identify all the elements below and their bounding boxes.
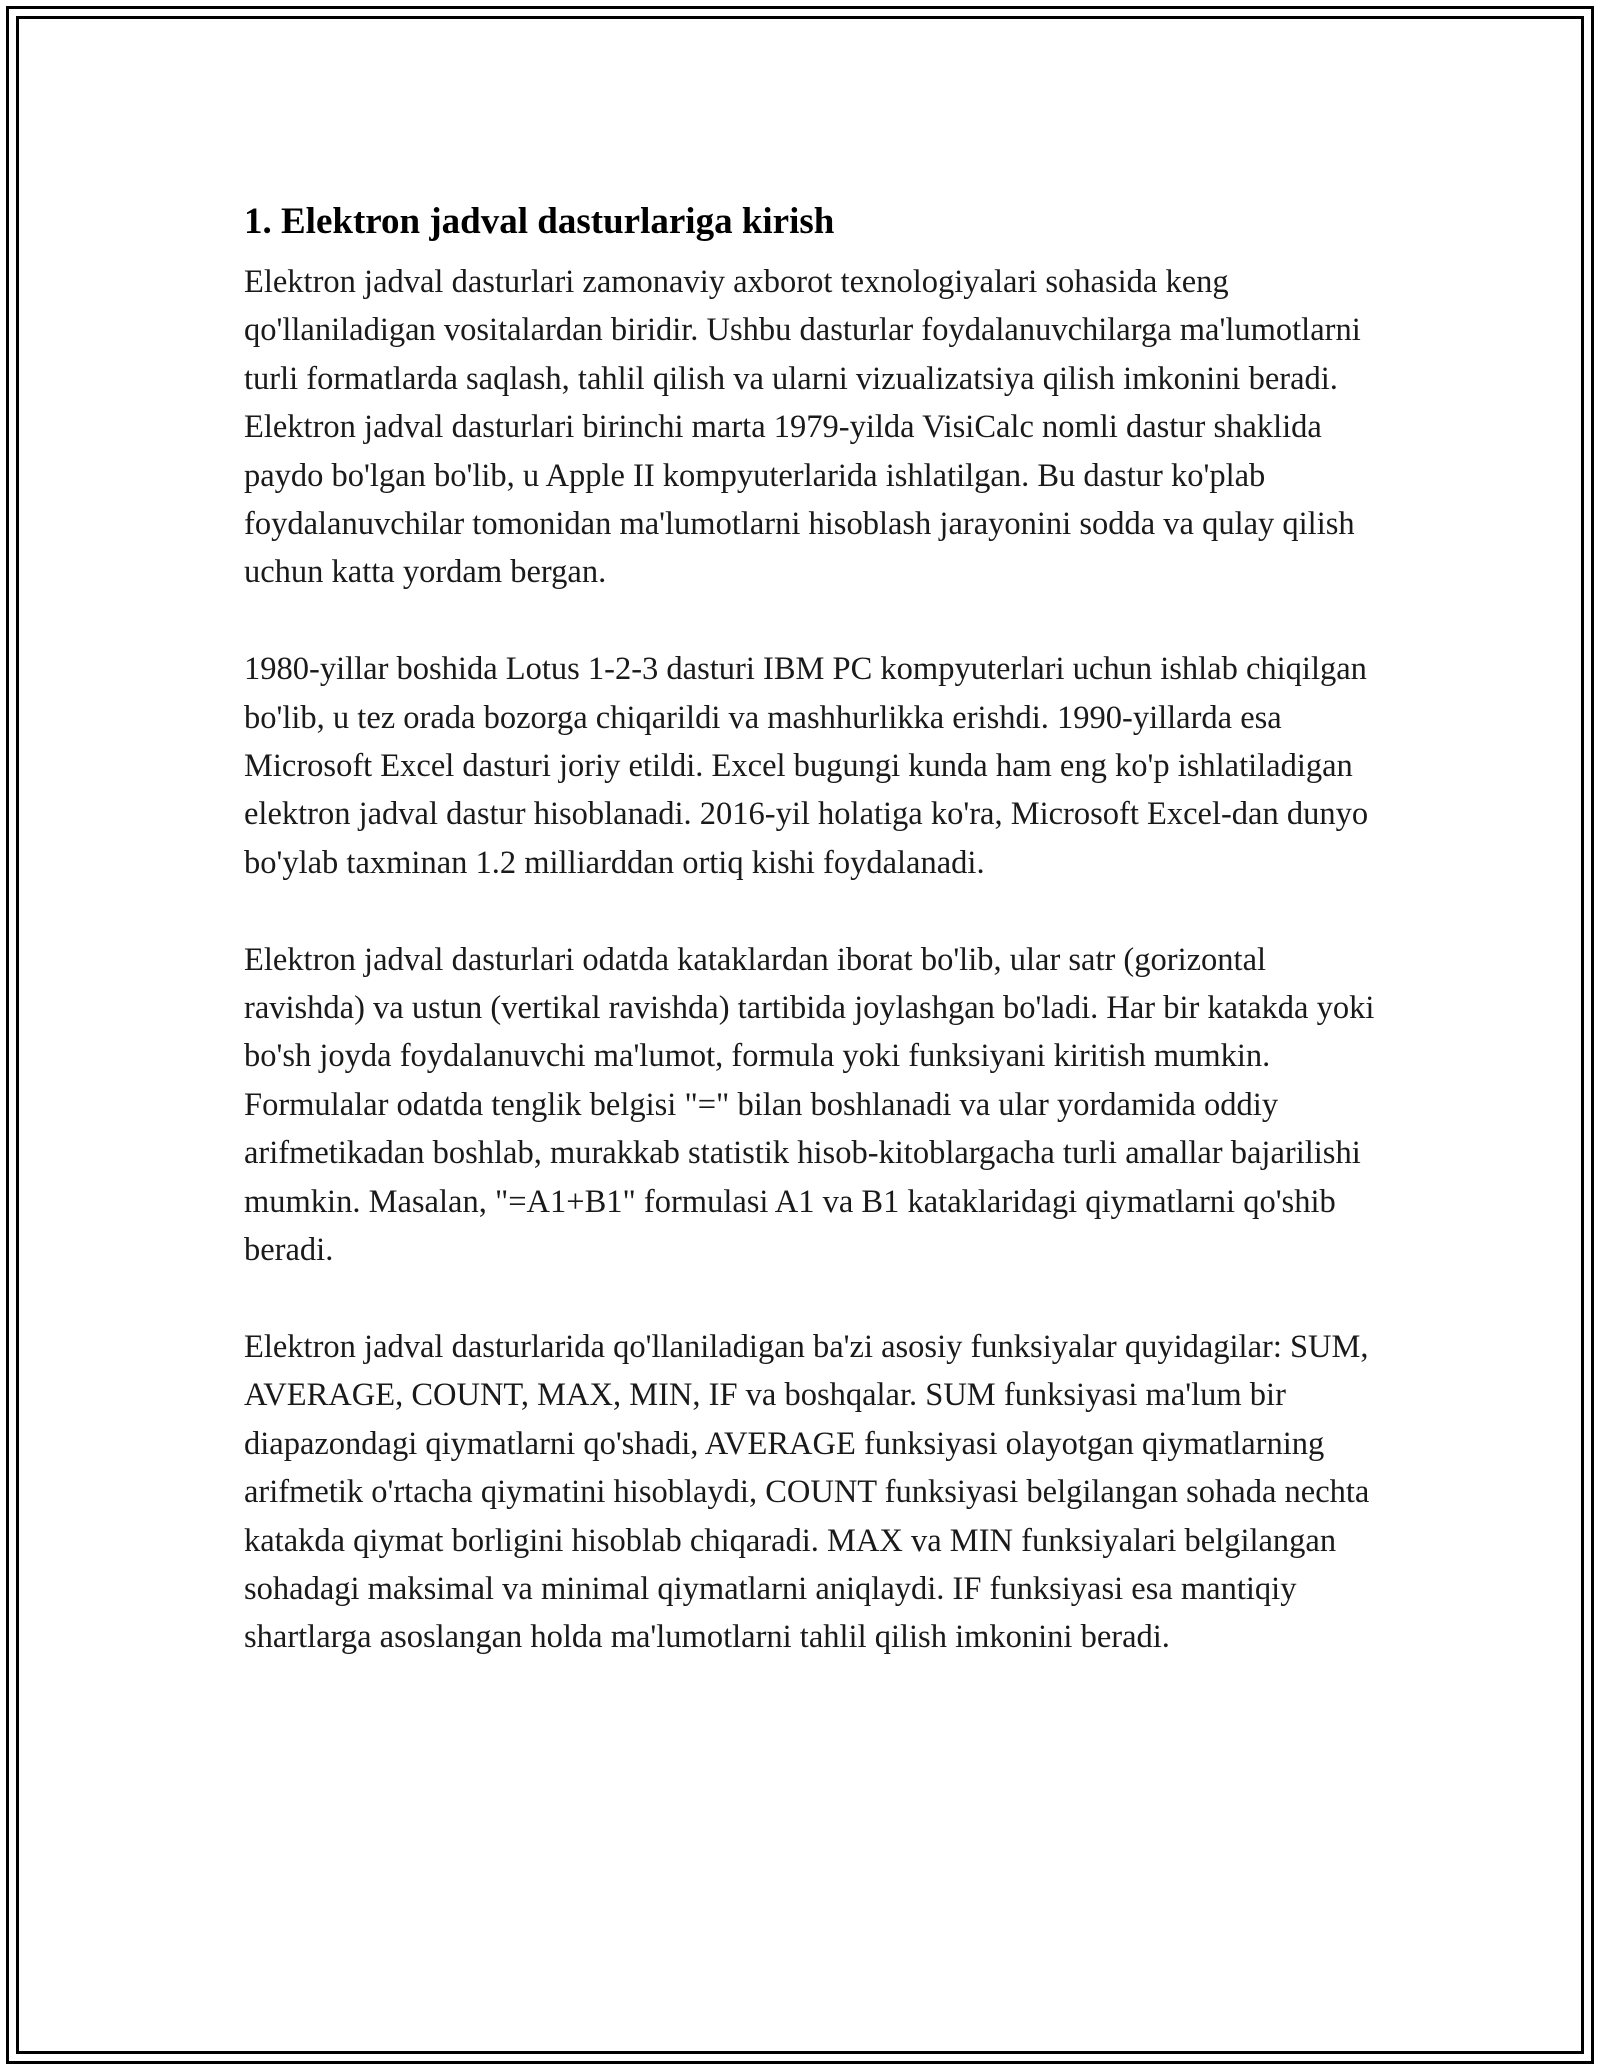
page-frame <box>6 6 1594 2064</box>
document-content <box>244 194 1394 1710</box>
section-title: 1. Elektron jadval dasturlariga kirish <box>244 201 835 242</box>
paragraph-history: 1980-yillar boshida Lotus 1-2-3 dasturi IBM PC kompyuterlari uchun ishlab chiqilgan bo'lib, u tez orada bozorga chiqarildi va mashhurlikka erishdi. 1990-yillarda esa Microsoft Excel dasturi joriy etildi. Excel bugungi kunda ham eng ko'p ishlatiladigan elektron jadval dastur hisoblanadi. 2016-yil holatiga ko'ra, Microsoft Excel-dan dunyo bo'ylab taxminan 1.2 milliarddan ortiq kishi foydalanadi. <box>244 651 1369 881</box>
paragraph-intro: Elektron jadval dasturlari zamonaviy axborot texnologiyalari sohasida keng qo'llaniladigan vositalardan biridir. Ushbu dasturlar foydalanuvchilarga ma'lumotlarni turli formatlarda saqlash, tahlil qilish va ularni vizualizatsiya qilish imkonini beradi. Elektron jadval dasturlari birinchi marta 1979-yilda VisiCalc nomli dastur shaklida paydo bo'lgan bo'lib, u Apple II kompyuterlarida ishlatilgan. Bu dastur ko'plab foydalanuvchilar tomonidan ma'lumotlarni hisoblash jarayonini sodda va qulay qilish uchun katta yordam bergan. <box>244 264 1361 591</box>
paragraph-cells-formulas: Elektron jadval dasturlari odatda kataklardan iborat bo'lib, ular satr (gorizontal ravishda) va ustun (vertikal ravishda) tartibida joylashgan bo'ladi. Har bir katakda yoki bo'sh joyda foydalanuvchi ma'lumot, formula yoki funksiyani kiritish mumkin. Formulalar odatda tenglik belgisi "=" bilan boshlanadi va ular yordamida oddiy arifmetikadan boshlab, murakkab statistik hisob-kitoblargacha turli amallar bajarilishi mumkin. Masalan, "=A1+B1" formulasi A1 va B1 kataklaridagi qiymatlarni qo'shib beradi. <box>244 941 1375 1269</box>
paragraph-functions: Elektron jadval dasturlarida qo'llaniladigan ba'zi asosiy funksiyalar quyidagilar: SUM, AVERAGE, COUNT, MAX, MIN, IF va boshqalar. SUM funksiyasi ma'lum bir diapazondagi qiymatlarni qo'shadi, AVERAGE funksiyasi olayotgan qiymatlarning arifmetik o'rtacha qiymatini hisoblaydi, COUNT funksiyasi belgilangan sohada nechta katakda qiymat borligini hisoblab chiqaradi. MAX va MIN funksiyalari belgilangan sohadagi maksimal va minimal qiymatlarni aniqlaydi. IF funksiyasi esa mantiqiy shartlarga asoslangan holda ma'lumotlarni tahlil qilish imkonini beradi. <box>244 1328 1370 1656</box>
